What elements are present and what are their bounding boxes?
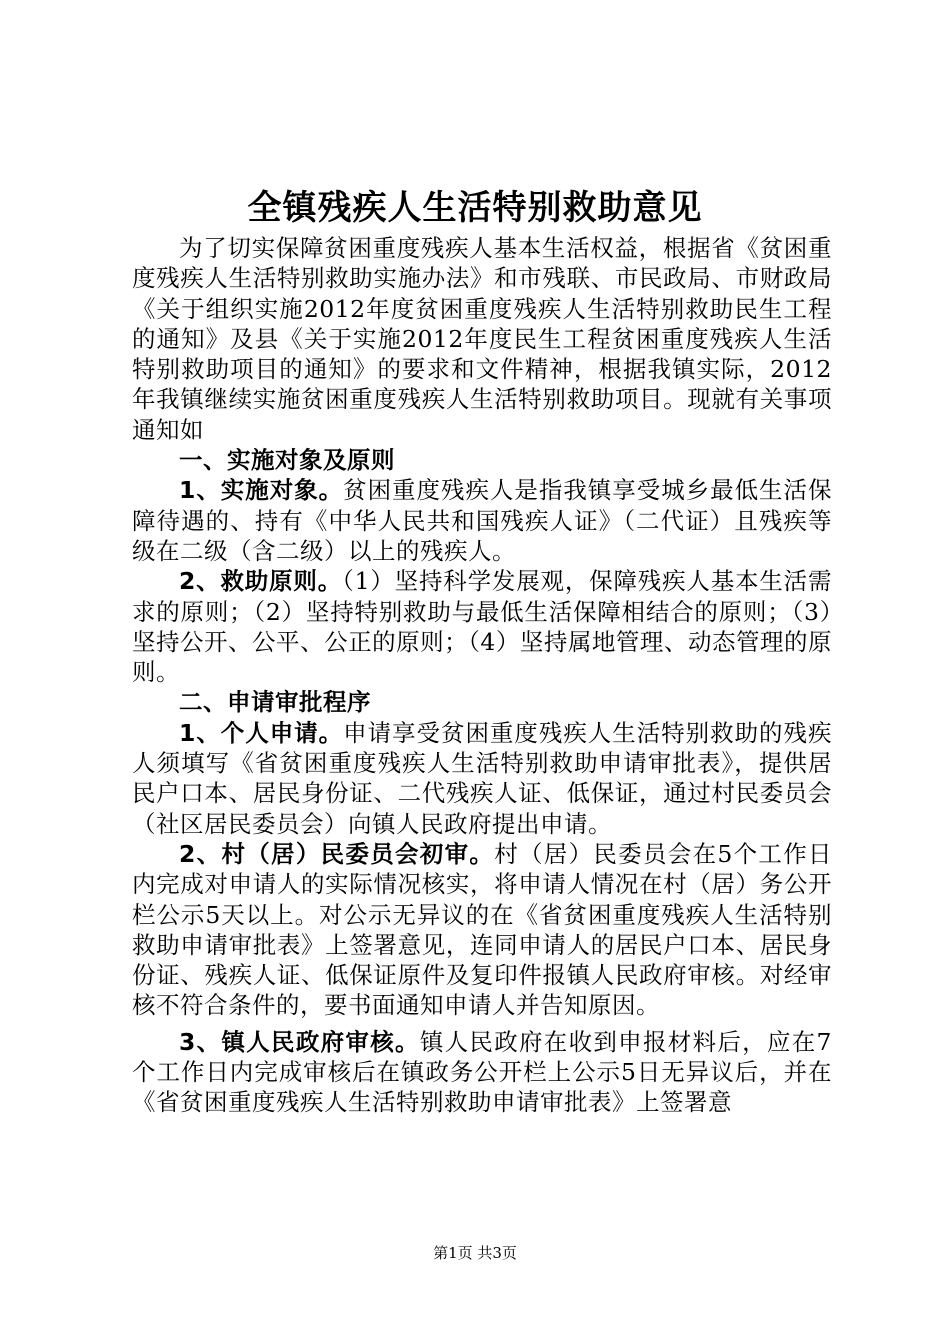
paragraph-principles [132,566,832,687]
paragraph-text: （1）坚持科学发展观，保障残疾人基本生活需求的原则；（2）坚持特别救助与最低生活保障相结合的原则；（3）坚持公开、公平、公正的原则；（4）坚持属地管理、动态管理的原则。 [132,567,832,687]
document-title: 全镇残疾人生活特别救助意见 [247,188,703,228]
paragraph-text: 镇人民政府在收到申报材料后，应在7个工作日内完成审核后在镇政务公开栏上公示5日无异议后，并在《省贫困重度残疾人生活特别救助申请审批表》上签署意 [132,1027,832,1117]
paragraph-town-review [132,1027,832,1118]
document-body [132,233,832,1118]
intro-paragraph: 为了切实保障贫困重度残疾人基本生活权益，根据省《贫困重度残疾人生活特别救助实施办法》和市残联、市民政局、市财政局《关于组织实施2012年度贫困重度残疾人生活特别救助民生工程的通知》及县《关于实施2012年度民生工程贫困重度残疾人生活特别救助项目的通知》的要求和文件精神，根据我镇实际，2012年我镇继续实施贫困重度残疾人生活特别救助项目。现就有关事项通知如 [132,234,832,444]
paragraph-personal-application [132,718,832,839]
paragraph-text: 贫困重度残疾人是指我镇享受城乡最低生活保障待遇的、持有《中华人民共和国残疾人证》（二代证）且残疾等级在二级（含二级）以上的残疾人。 [132,476,832,565]
paragraph-lead: 3、镇人民政府审核。 [179,1027,420,1056]
paragraph-lead: 2、村（居）民委员会初审。 [179,839,495,868]
section-heading-approval-procedure: 二、申请审批程序 [179,688,371,717]
paragraph-lead: 1、实施对象。 [179,476,344,505]
paragraph-lead: 2、救助原则。 [179,567,343,596]
paragraph-lead: 1、个人申请。 [179,718,344,747]
paragraph-village-review [132,839,832,1021]
paragraph-text: 申请享受贫困重度残疾人生活特别救助的残疾人须填写《省贫困重度残疾人生活特别救助申请审批表》，提供居民户口本、居民身份证、二代残疾人证、低保证，通过村民委员会（社区居民委员会）向镇人民政府提出申请。 [132,718,832,838]
page-number-footer: 第1页 共3页 [433,1244,517,1262]
paragraph-target-recipients [132,475,832,566]
section-heading-implementation: 一、实施对象及原则 [179,446,395,475]
paragraph-text: 村（居）民委员会在5个工作日内完成对申请人的实际情况核实，将申请人情况在村（居）务公开栏公示5天以上。对公示无异议的在《省贫困重度残疾人生活特别救助申请审批表》上签署意见，连同申请人的居民户口本、居民身份证、残疾人证、低保证原件及复印件报镇人民政府审核。对经审核不符合条件的，要书面通知申请人并告知原因。 [132,839,832,1020]
